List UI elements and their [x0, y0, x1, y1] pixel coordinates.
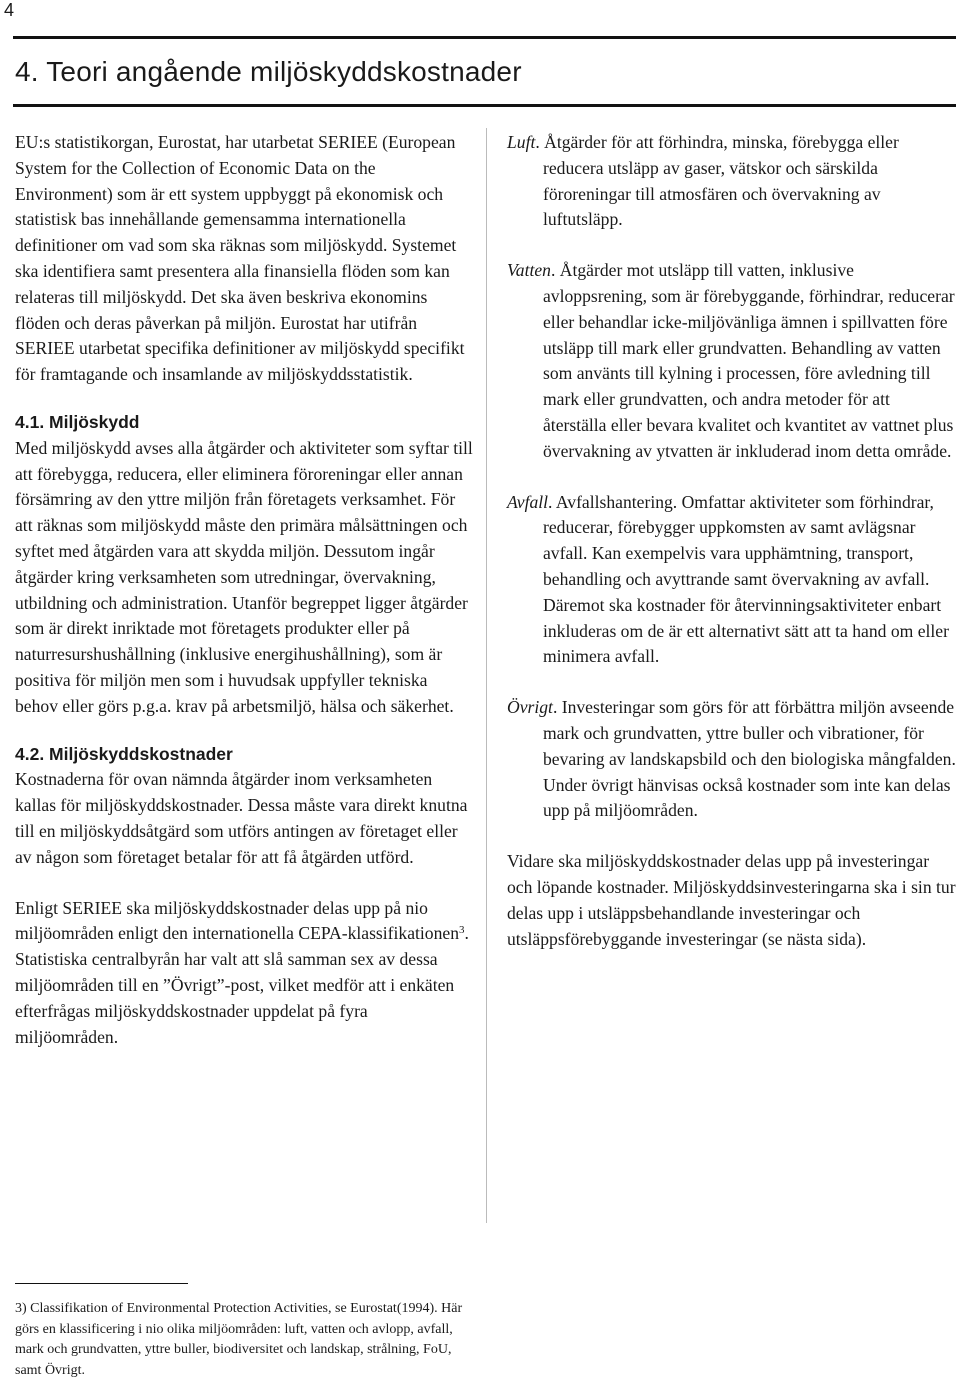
definition-text: . Avfallshantering. Omfattar aktiviteter som förhindrar, reducerar, förebygger uppkomsten av samt avlägsnar avfall. Kan exempelvis vara upphämtning, transport, behandling och avyttrande samt övervakning av avfall. Däremot ska kostnader för återvinningsaktiviteter enbart inkluderas om de är ett alternativt sätt att ta hand om eller minimera avfall. [543, 491, 949, 667]
section-miljoskyddskostnader-text: Kostnaderna för ovan nämnda åtgärder inom verksamheten kallas för miljöskyddskostnader. Dessa måste vara direkt knutna till en miljöskyddsåtgärd som utförs antingen av företaget eller av någon som företaget betalar för att få åtgärden utförd. [15, 769, 468, 867]
definition-text: . Investeringar som görs för att förbättra miljön avseende mark och grundvatten, yttre buller och vibrationer, för bevaring av landskapsbild och den biologiska mångfalden. [543, 697, 956, 769]
seriee-text-part1: Enligt SERIEE ska miljöskyddskostnader delas upp på nio miljöområden enligt den internationella CEPA-klassifikationen [15, 897, 459, 944]
definition-text: . Åtgärder mot utsläpp till vatten, inklusive avloppsrening, som är förebyggande, förhindrar, reducerar eller behandlar icke-miljövänliga ämnen i spillvatten före utsläpp till mark eller grundvatten. Behandling av vatten som använts till kylning i processen, före avledning till mark eller grundvatten, och andra metoder för att återställa eller bevara kvalitet och kvantitet av vattnet plus övervakning av ytvatten är inkluderad inom detta område. [543, 260, 955, 461]
title-rule [13, 104, 956, 107]
definition-text: . Åtgärder för att förhindra, minska, förebygga eller reducera utsläpp av gaser, vätskor och särskilda föroreningar till atmosfären och övervakning av luftutsläpp. [535, 132, 899, 230]
definition-vatten [507, 258, 956, 464]
footnote-rule [15, 1283, 188, 1284]
closing-paragraph: Vidare ska miljöskyddskostnader delas upp på investeringar och löpande kostnader. Miljöskyddsinvesteringarna ska i sin tur delas upp i utsläppsbehandlande investeringar och utsläppsförebyggande investeringar (se nästa sida). [507, 851, 956, 949]
chapter-title: 4. Teori angående miljöskyddskostnader [15, 56, 522, 87]
section-heading-miljoskyddskostnader: 4.2. Miljöskyddskostnader [15, 743, 233, 764]
definition-ovrigt [507, 695, 956, 824]
footnote-reference: 3 [459, 924, 465, 937]
definition-term: Luft [507, 132, 536, 152]
section-miljoskydd-text: Med miljöskydd avses alla åtgärder och aktiviteter som syftar till att förebygga, reducera, eller eliminera föroreningar eller annan försämring av den yttre miljön från företagets verksamhet. För att räknas som miljöskydd måste den primära målsättningen och syftet med åtgärden vara att skydda miljön. Dessutom ingår åtgärder kring verksamheten som utredningar, övervakning, utbildning och administration. Utanför begreppet ligger åtgärder som är direkt inriktade mot företagets produkter eller på naturresurshushållning (inklusive energihushållning), som är positiva för miljön men som i huvudsak uppfyller tekniska behov eller görs p.g.a. krav på arbetsmiljö, hälsa och säkerhet. [15, 437, 473, 716]
footnote: 3) Classifikation of Environmental Protection Activities, se Eurostat(1994). Här görs en klassificering i nio olika miljöområden: luft, vatten och avlopp, avfall, mark och grundvatten, yttre buller, biodiversitet och landskap, strålning, FoU, samt Övrigt. [15, 1301, 463, 1378]
definition-luft [507, 130, 956, 233]
left-column [15, 130, 473, 1050]
intro-paragraph: EU:s statistikorgan, Eurostat, har utarbetat SERIEE (European System for the Collection of Economic Data on the Environment) som är ett system uppbyggt på ekonomisk och statistisk bas innehållande gemensamma internationella definitioner om vad som ska räknas som miljöskydd. Systemet ska identifiera samt presentera alla finansiella flöden som kan relateras till miljöskydd. Det ska även beskriva ekonomins flöden och deras påverkan på miljön. Eurostat har utifrån SERIEE utarbetat specifika definitioner av miljöskydd specifikt för framtagande och insamlande av miljöskyddsstatistik. [15, 132, 465, 385]
section-heading-miljoskydd: 4.1. Miljöskydd [15, 411, 140, 432]
top-rule [13, 36, 956, 39]
definition-term: Avfall [507, 491, 549, 512]
seriee-paragraph [15, 896, 473, 1051]
right-column [507, 130, 956, 952]
definition-avfall [507, 490, 956, 671]
definition-term: Övrigt [507, 697, 553, 718]
page-number: 4 [4, 0, 15, 20]
seriee-text-part2: . Statistiska centralbyrån har valt att slå samman sex av dessa miljöområden till en ”Övrigt”-post, vilket medför att i enkäten efterfrågas miljöskyddskostnader uppdelat på fyra miljöområden. [15, 923, 469, 1047]
definition-term: Vatten [507, 260, 551, 281]
column-divider [486, 128, 487, 1223]
definition-continuation: Under övrigt hänvisas också kostnader som inte kan delas upp på miljöområden. [543, 774, 951, 821]
